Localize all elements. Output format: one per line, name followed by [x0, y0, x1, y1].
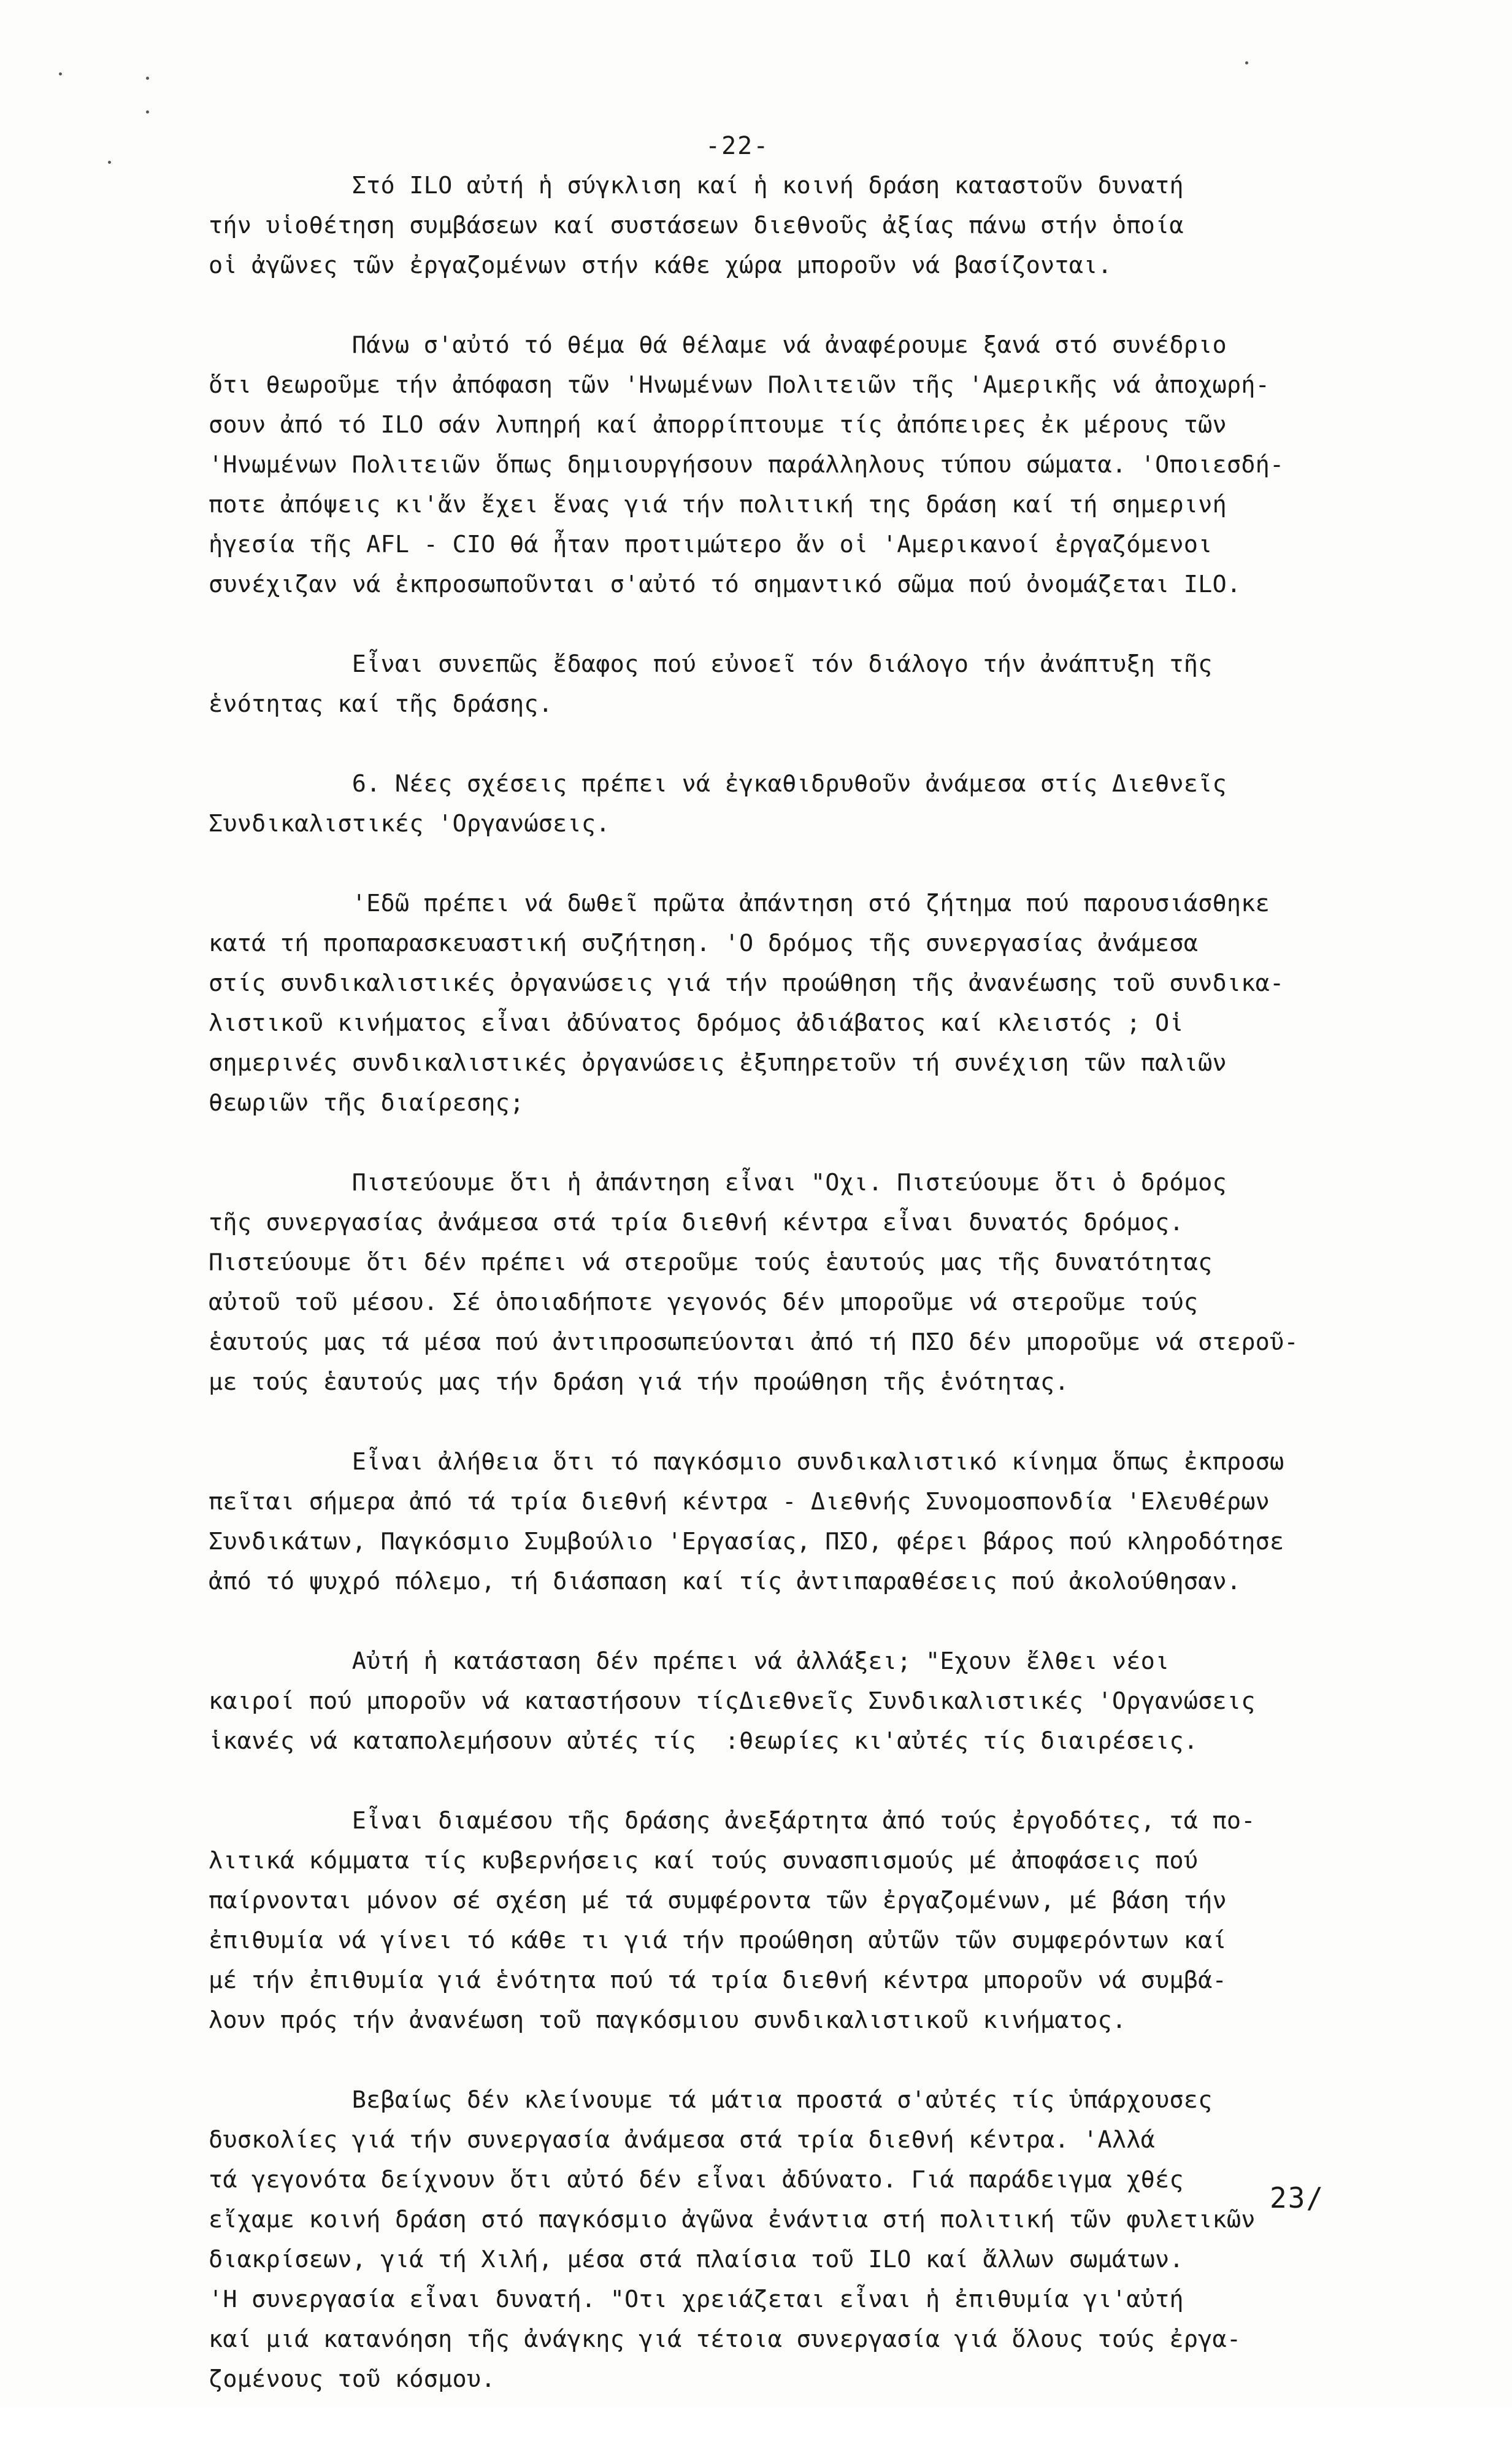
text-line: αὐτοῦ τοῦ μέσου. Σέ ὁποιαδήποτε γεγονός δέν μποροῦμε νά στεροῦμε τούς — [209, 1289, 1199, 1316]
text-line: Συνδικάτων, Παγκόσμιο Συμβούλιο 'Εργασίας, ΠΣΟ, φέρει βάρος πού κληροδότησε — [209, 1528, 1284, 1555]
paragraph-question — [209, 884, 1374, 1123]
text-line: Βεβαίως δέν κλείνουμε τά μάτια προστά σ'αὐτές τίς ὑπάρχουσες — [209, 2086, 1213, 2114]
text-line: Συνδικαλιστικές 'Οργανώσεις. — [209, 810, 610, 838]
text-line: εἴχαμε κοινή δράση στό παγκόσμιο ἀγῶνα ἐνάντια στή πολιτική τῶν φυλετικῶν — [209, 2206, 1256, 2233]
text-line: παίρνονται μόνον σέ σχέση μέ τά συμφέροντα τῶν ἐργαζομένων, μέ βάση τήν — [209, 1887, 1227, 1914]
text-line: ἑνότητας καί τῆς δράσης. — [209, 690, 553, 718]
paragraph-answer-no — [209, 1163, 1374, 1402]
text-line: θεωριῶν τῆς διαίρεσης; — [209, 1089, 524, 1117]
text-line: λιστικοῦ κινήματος εἶναι ἀδύνατος δρόμος ἀδιάβατος καί κλειστός ; Οἱ — [209, 1009, 1184, 1037]
text-line: Αὐτή ἡ κατάσταση δέν πρέπει νά ἀλλάξει; "Εχουν ἔλθει νέοι — [209, 1647, 1170, 1675]
text-line: 'Ηνωμένων Πολιτειῶν ὅπως δημιουργήσουν παράλληλους τύπου σώματα. 'Οποιεσδή- — [209, 451, 1284, 479]
scan-speck — [146, 110, 149, 114]
text-line: ζομένους τοῦ κόσμου. — [209, 2365, 496, 2393]
page-number: -22- — [705, 132, 770, 160]
text-line: 'Η συνεργασία εἶναι δυνατή. "Οτι χρειάζεται εἶναι ἡ ἐπιθυμία γι'αὐτή — [209, 2286, 1184, 2313]
text-line: Εἶναι διαμέσου τῆς δράσης ἀνεξάρτητα ἀπό τούς ἐργοδότες, τά πο- — [209, 1807, 1256, 1835]
text-line: Στό ILO αὐτή ἡ σύγκλιση καί ἡ κοινή δράση καταστοῦν δυνατή — [209, 172, 1184, 199]
text-line: λιτικά κόμματα τίς κυβερνήσεις καί τούς συνασπισμούς μέ ἀποφάσεις πού — [209, 1847, 1199, 1875]
text-line: ἡγεσία τῆς AFL - CIO θά ἦταν προτιμώτερο ἄν οἱ 'Αμερικανοί ἐργαζόμενοι — [209, 531, 1213, 558]
paragraph-new-times — [209, 1641, 1374, 1761]
scan-speck — [108, 161, 111, 164]
text-line: πεῖται σήμερα ἀπό τά τρία διεθνή κέντρα - Διεθνής Συνομοσπονδία 'Ελευθέρων — [209, 1488, 1270, 1516]
text-line: ἐπιθυμία νά γίνει τό κάθε τι γιά τήν προώθηση αὐτῶν τῶν συμφερόντων καί — [209, 1927, 1227, 1954]
text-line: ἀπό τό ψυχρό πόλεμο, τή διάσπαση καί τίς ἀντιπαραθέσεις πού ἀκολούθησαν. — [209, 1568, 1241, 1595]
scan-speck — [59, 72, 62, 75]
text-line: ἱκανές νά καταπολεμήσουν αὐτές τίς :θεωρίες κι'αὐτές τίς διαιρέσεις. — [209, 1727, 1199, 1755]
text-line: τά γεγονότα δείχνουν ὅτι αὐτό δέν εἶναι ἀδύνατο. Γιά παράδειγμα χθές — [209, 2166, 1184, 2194]
paragraph-independent-action — [209, 1801, 1374, 2040]
section-heading-6 — [209, 764, 1374, 844]
text-line: Πιστεύουμε ὅτι δέν πρέπει νά στεροῦμε τούς ἑαυτούς μας τῆς δυνατότητας — [209, 1249, 1213, 1276]
text-line: τήν υἱοθέτηση συμβάσεων καί συστάσεων διεθνοῦς ἀξίας πάνω στήν ὁποία — [209, 212, 1184, 239]
scan-speck — [1245, 61, 1248, 64]
text-line: 6. Νέες σχέσεις πρέπει νά ἐγκαθιδρυθοῦν ἀνάμεσα στίς Διεθνεῖς — [209, 770, 1227, 798]
text-line: σημερινές συνδικαλιστικές ὀργανώσεις ἐξυπηρετοῦν τή συνέχιση τῶν παλιῶν — [209, 1049, 1227, 1077]
text-line: Εἶναι ἀλήθεια ὅτι τό παγκόσμιο συνδικαλιστικό κίνημα ὅπως ἐκπροσω — [209, 1448, 1284, 1476]
scan-speck — [146, 77, 149, 80]
text-line: κατά τή προπαρασκευαστική συζήτηση. 'Ο δρόμος τῆς συνεργασίας ἀνάμεσα — [209, 930, 1199, 957]
text-line: συνέχιζαν νά ἐκπροσωποῦνται σ'αὐτό τό σημαντικό σῶμα πού ὀνομάζεται ILO. — [209, 571, 1241, 598]
text-line: ὅτι θεωροῦμε τήν ἀπόφαση τῶν 'Ηνωμένων Πολιτειῶν τῆς 'Αμερικῆς νά ἀποχωρή- — [209, 371, 1270, 399]
paragraph-cooperation-possible — [209, 2080, 1374, 2399]
text-line: ἑαυτούς μας τά μέσα πού ἀντιπροσωπεύονται ἀπό τή ΠΣΟ δέν μποροῦμε νά στεροῦ- — [209, 1328, 1299, 1356]
paragraph-ilo-convergence — [209, 166, 1374, 285]
text-line: Εἶναι συνεπῶς ἔδαφος πού εὐνοεῖ τόν διάλογο τήν ἀνάπτυξη τῆς — [209, 650, 1213, 678]
text-line: οἱ ἀγῶνες τῶν ἐργαζομένων στήν κάθε χώρα μποροῦν νά βασίζονται. — [209, 252, 1112, 279]
text-line: διακρίσεων, γιά τή Χιλή, μέσα στά πλαίσια τοῦ ILO καί ἄλλων σωμάτων. — [209, 2246, 1184, 2273]
paragraph-dialogue — [209, 644, 1374, 724]
text-line: καιροί πού μποροῦν νά καταστήσουν τίςΔιεθνεῖς Συνδικαλιστικές 'Οργανώσεις — [209, 1687, 1256, 1715]
paragraph-cold-war-legacy — [209, 1442, 1374, 1601]
text-line: τῆς συνεργασίας ἀνάμεσα στά τρία διεθνή κέντρα εἶναι δυνατός δρόμος. — [209, 1209, 1184, 1236]
paragraph-us-withdrawal — [209, 325, 1374, 604]
text-line: Πιστεύουμε ὅτι ἡ ἀπάντηση εἶναι "Οχι. Πιστεύουμε ὅτι ὁ δρόμος — [209, 1169, 1227, 1196]
document-body — [209, 166, 1374, 2439]
text-line: Πάνω σ'αὐτό τό θέμα θά θέλαμε νά ἀναφέρουμε ξανά στό συνέδριο — [209, 331, 1227, 359]
text-line: ποτε ἀπόψεις κι'ἄν ἔχει ἕνας γιά τήν πολιτική της δράση καί τή σημερινή — [209, 491, 1227, 518]
text-line: καί μιά κατανόηση τῆς ἀνάγκης γιά τέτοια συνεργασία γιά ὅλους τούς ἐργα- — [209, 2325, 1241, 2353]
next-page-reference: 23/ — [1270, 2181, 1325, 2214]
text-line: 'Εδῶ πρέπει νά δωθεῖ πρῶτα ἀπάντηση στό ζήτημα πού παρουσιάσθηκε — [209, 890, 1270, 917]
text-line: μέ τήν ἐπιθυμία γιά ἑνότητα πού τά τρία διεθνή κέντρα μποροῦν νά συμβά- — [209, 1967, 1227, 1994]
text-line: με τούς ἑαυτούς μας τήν δράση γιά τήν προώθηση τῆς ἑνότητας. — [209, 1368, 1069, 1396]
text-line: σουν ἀπό τό ILO σάν λυπηρή καί ἀπορρίπτουμε τίς ἀπόπειρες ἐκ μέρους τῶν — [209, 411, 1227, 439]
text-line: δυσκολίες γιά τήν συνεργασία ἀνάμεσα στά τρία διεθνή κέντρα. 'Αλλά — [209, 2126, 1156, 2154]
text-line: στίς συνδικαλιστικές ὀργανώσεις γιά τήν προώθηση τῆς ἀνανέωσης τοῦ συνδικα- — [209, 969, 1284, 997]
text-line: λουν πρός τήν ἀνανέωση τοῦ παγκόσμιου συνδικαλιστικοῦ κινήματος. — [209, 2006, 1127, 2034]
